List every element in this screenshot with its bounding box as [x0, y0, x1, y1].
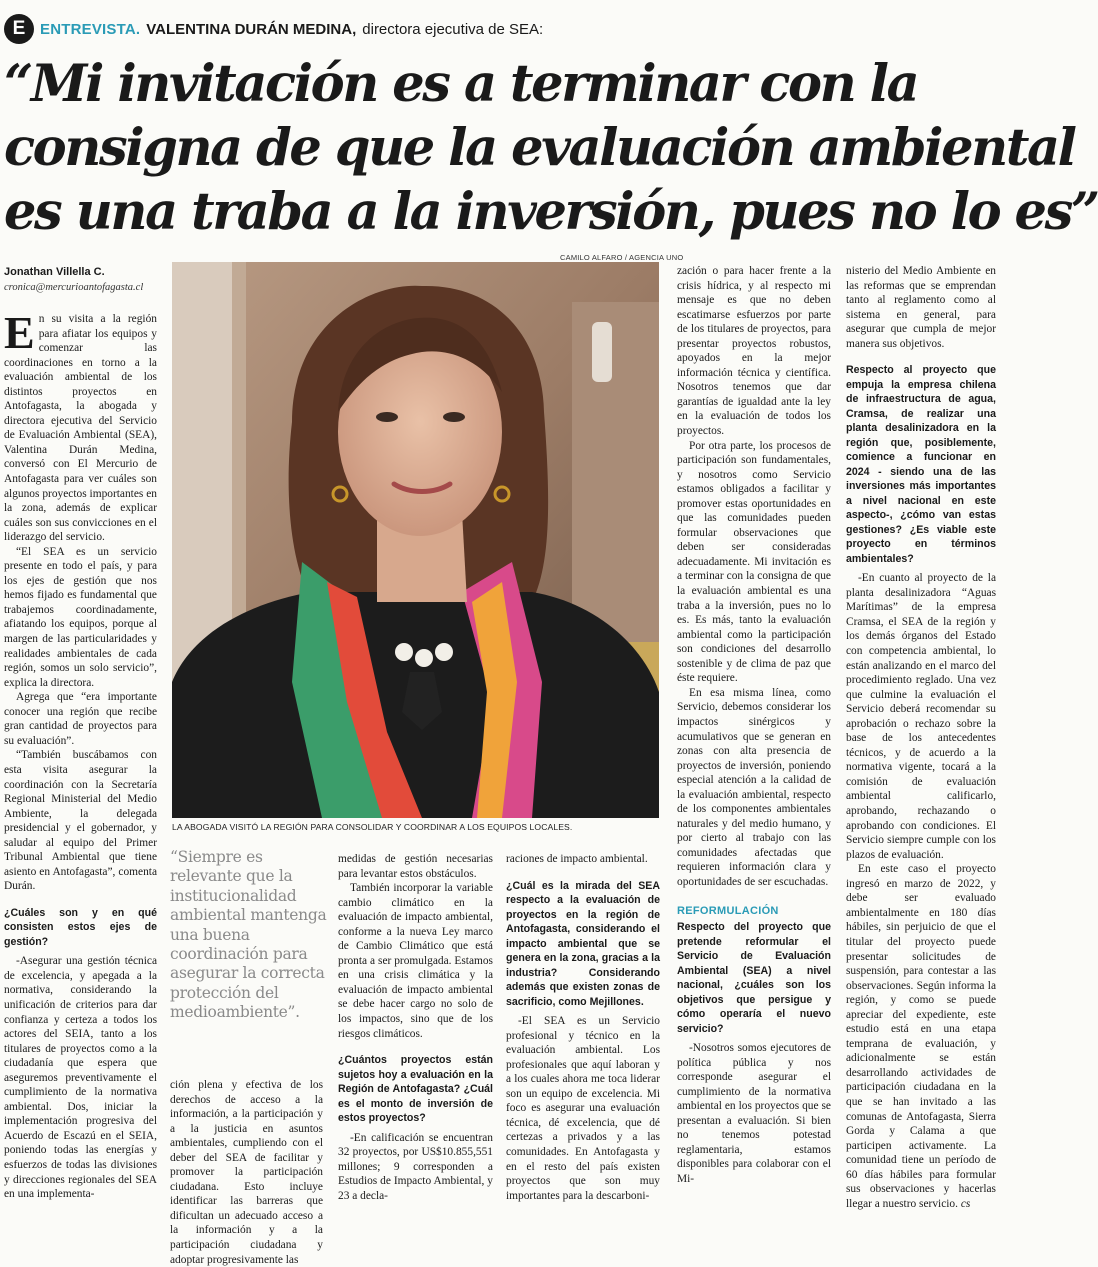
article-column-5	[677, 264, 831, 1228]
paragraph: En esa misma línea, como Servicio, debemos considerar los impactos sinérgicos y acumulativos que se generan en zonas con alta presencia de proyectos de inversión, poniendo especial atención a la calidad de la evaluación ambiental, respecto de los componentes ambientales naturales y del medio humano, y por cierto al trabajo con las comunidades afectadas que requieren información clara y oportunidades de ser escuchadas.	[677, 686, 831, 888]
end-mark-icon: cs	[960, 1197, 971, 1210]
paragraph: Agrega que “era importante conocer una región que recibe gran cantidad de proyectos para su evaluación”.	[4, 691, 157, 747]
kicker-line	[4, 14, 543, 44]
section-subhead: REFORMULACIÓN	[677, 904, 779, 917]
article-column-2	[170, 1078, 323, 1266]
paragraph: -Asegurar una gestión técnica de excelencia, y apegada a la normativa, considerando la unificación de criterios para dar confianza y certeza a todos los actores del SEIA, tanto a los titulares de proyectos como a la ciudadanía que espera que aseguremos preventivamente el cumplimiento de la normativa ambiental. Dos, iniciar la implementación progresiva del Acuerdo de Escazú en el SEIA, poniendo todas las energías y esfuerzos de todas las divisiones y direcciones regionales del SEA en una implementa-	[4, 955, 157, 1201]
interview-question: ¿Cuántos proyectos están sujetos hoy a evaluación en la Región de Antofagasta? ¿Cuál es el monto de inversión de estos proyectos?	[338, 1054, 493, 1125]
paragraph: nisterio del Medio Ambiente en las reformas que se emprendan tanto al reglamento como al sistema en general, para asegurar que cumpla de mejor manera sus objetivos.	[846, 265, 996, 350]
paragraph: También incorporar la variable cambio climático en la evaluación de impacto ambiental, conforme a la nueva Ley marco de Cambio Climático que está pronta a ser promulgada. Estamos en una crisis climática y la evaluación de impacto ambiental se debe hacer cargo no solo de los impactos, sino que de los riesgos climáticos.	[338, 882, 493, 1040]
paragraph: -En calificación se encuentran 32 proyectos, por US$10.855,551 millones; 9 corresponden a Estudios de Impacto Ambiental, y 23 a decla-	[338, 1131, 493, 1202]
paragraph: ción plena y efectiva de los derechos de acceso a la información, a la participación y a la justicia en asuntos ambientales, cumpliendo con el deber del SEA de facilitar y promover la participación ciudadana. Esto incluye identificar las barreras que dificultan un adecuado acceso a la información y a la participación ciudadana y adoptar progresivamente las	[170, 1079, 323, 1266]
paragraph: Por otra parte, los procesos de participación son fundamentales, y nosotros como Servicio estamos obligados a facilitar y promover estas oportunidades en que las comunidades pueden formular observaciones que deben ser consideradas adecuadamente. Mi invitación es a terminar con la consigna de que la evaluación ambiental es una traba a la inversión, pues no lo es. Es más, tanto la evaluación ambiental como la participación son condiciones del desarrollo sostenible y de clima de paz que éste requiere.	[677, 439, 831, 685]
paragraph: En este caso el proyecto ingresó en marzo de 2022, y debe ser evaluado ambientalmente en 180 días hábiles, sin perjuicio de que el titular del proyecto puede presentar solicitudes de suspensión, para contestar a las observaciones. Según informa la región, y como se puede apreciar del expediente, este estudio está en una etapa temprana de evaluación, y adicionalmente se están desarrollando actividades de participación ciudadana en la que se han invitado a las comunas de Antofagasta, Sierra Gorda y Calama a que participen activamente. La comunidad tiene un período de 60 días hábiles para formular sus observaciones y hacerlas llegar a nuestro servicio. cs	[846, 863, 996, 1210]
interview-question: ¿Cuáles son y en qué consisten estos ejes de gestión?	[4, 906, 157, 948]
interviewee-role: directora ejecutiva de SEA:	[362, 20, 544, 38]
interviewee-name: VALENTINA DURÁN MEDINA,	[146, 20, 357, 38]
interviewee-photo	[172, 262, 659, 818]
pull-quote: “Siempre es relevante que la institucionalidad ambiental mantenga una buena coordinación para asegurar la correcta protección del medioambiente”.	[170, 848, 327, 1022]
paragraph: “El SEA es un servicio presente en todo el país, y para los ejes de gestión que nos hemos fijado es fundamental que trabajemos coordinadamente, afiatando los equipos, porque al margen de las particularidades y realidades ambientales de cada región, somos un solo servicio”, explica la directora.	[4, 545, 157, 689]
paragraph: medidas de gestión necesarias para levantar estos obstáculos.	[338, 853, 493, 880]
author-name: Jonathan Villella C.	[4, 266, 105, 278]
author-email: cronica@mercurioantofagasta.cl	[4, 282, 144, 293]
lead-paragraph: En su visita a la región para afiatar los equipos y comenzar las coordinaciones en torno a la evaluación ambiental de los distintos proyectos en Antofagasta, la abogada y directora ejecutiva del Servicio de Evaluación Ambiental (SEA), Valentina Durán Medina, conversó con El Mercurio de Antofagasta para ver cuáles son algunos proyectos importantes en la zona, además de explicar cuáles son sus convicciones en el liderazgo del servicio.	[4, 307, 157, 544]
interview-question: Respecto al proyecto que empuja la empresa chilena de infraestructura de agua, Cramsa, de realizar una planta desalinizadora en la región que, posiblemente, comience a funcionar en 2024 - siendo una de las inversiones más importantes a nivel nacional en este aspecto-, ¿cómo van estas gestiones? ¿Es viable este proyecto en términos ambientales?	[846, 364, 996, 565]
paragraph: “También buscábamos con esta visita asegurar la coordinación con la Secretaría Regional Ministerial del Medio Ambiente, la delegada presidencial y el gobernador, y saludar al equipo del Primer Tribunal Ambiental que tiene asiento en Antofagasta”, comenta Durán.	[4, 749, 157, 893]
paragraph: zación o para hacer frente a la crisis hídrica, y al respecto mi mensaje es que no deben escatimarse esfuerzos por parte de los titulares de proyectos, para presentar proyectos robustos, apoyados en la mejor información técnica y científica. Nosotros tenemos que dar garantías de igualdad ante la ley en la evaluación de todos los proyectos.	[677, 265, 831, 438]
section-label: ENTREVISTA.	[40, 20, 141, 38]
article-column-6	[846, 264, 996, 1228]
paragraph: raciones de impacto ambiental.	[506, 853, 648, 865]
photo-credit: CAMILO ALFARO / AGENCIA UNO	[560, 253, 684, 262]
drop-cap: E	[4, 307, 35, 358]
photo-caption: LA ABOGADA VISITÓ LA REGIÓN PARA CONSOLIDAR Y COORDINAR A LOS EQUIPOS LOCALES.	[172, 822, 573, 832]
article-column-4	[506, 852, 660, 1228]
paragraph: -Nosotros somos ejecutores de política pública y nos corresponde asegurar el cumplimiento de la normativa ambiental en los proyectos que se presentan a evaluación. Si bien no tenemos potestad reglamentaria, estamos disponibles para colaborar con el Mi-	[677, 1042, 831, 1185]
article-column-1	[4, 307, 157, 1227]
headline-line: consigna de que la evaluación ambiental	[4, 118, 1075, 178]
interview-question: ¿Cuál es la mirada del SEA respecto a la evaluación de proyectos en la región de Antofagasta, considerando el impacto ambiental que se genera en la zona, gracias a la industria? Considerando además que existen zonas de sacrificio, como Mejillones.	[506, 879, 660, 1008]
article-column-3	[338, 852, 493, 1228]
interview-question: Respecto del proyecto que pretende reformular el Servicio de Evaluación Ambiental (SEA) a nivel nacional, ¿cuáles son los objetivos que persigue y cómo operaría el nuevo servicio?	[677, 921, 831, 1035]
paragraph: -El SEA es un Servicio profesional y técnico en la evaluación ambiental. Los profesionales que aquí laboran y a los cuales ahora me toca liderar son un equipo de excelencia. Mi foco es asegurar una evaluación técnica, dé excelencia, que dé certezas a privados y a las comunidades. En Antofagasta y en el resto del país existen proyectos que son muy importantes para la descarboni-	[506, 1015, 660, 1202]
section-badge-icon: E	[4, 14, 34, 44]
headline	[4, 52, 1098, 244]
headline-line: es una traba a la inversión, pues no lo es”	[4, 182, 1098, 242]
byline	[4, 266, 164, 293]
headline-line: “Mi invitación es a terminar con la	[4, 54, 918, 114]
paragraph: -En cuanto al proyecto de la planta desalinizadora “Aguas Marítimas” de la empresa Cramsa, el SEA de la región y los demás órganos del Estado con competencia ambiental, lo están analizando en el marco del procedimiento reglado. Una vez que culmine la evaluación el Servicio deberá recomendar su aprobación o rechazo sobre la base de los antecedentes técnicos, y de acuerdo a la normativa vigente, tocará a la comisión de evaluación ambiental calificarlo, aprobando, rechazando o aprobando con condiciones. El Servicio siempre cumple con los plazos de evaluación.	[846, 572, 996, 861]
